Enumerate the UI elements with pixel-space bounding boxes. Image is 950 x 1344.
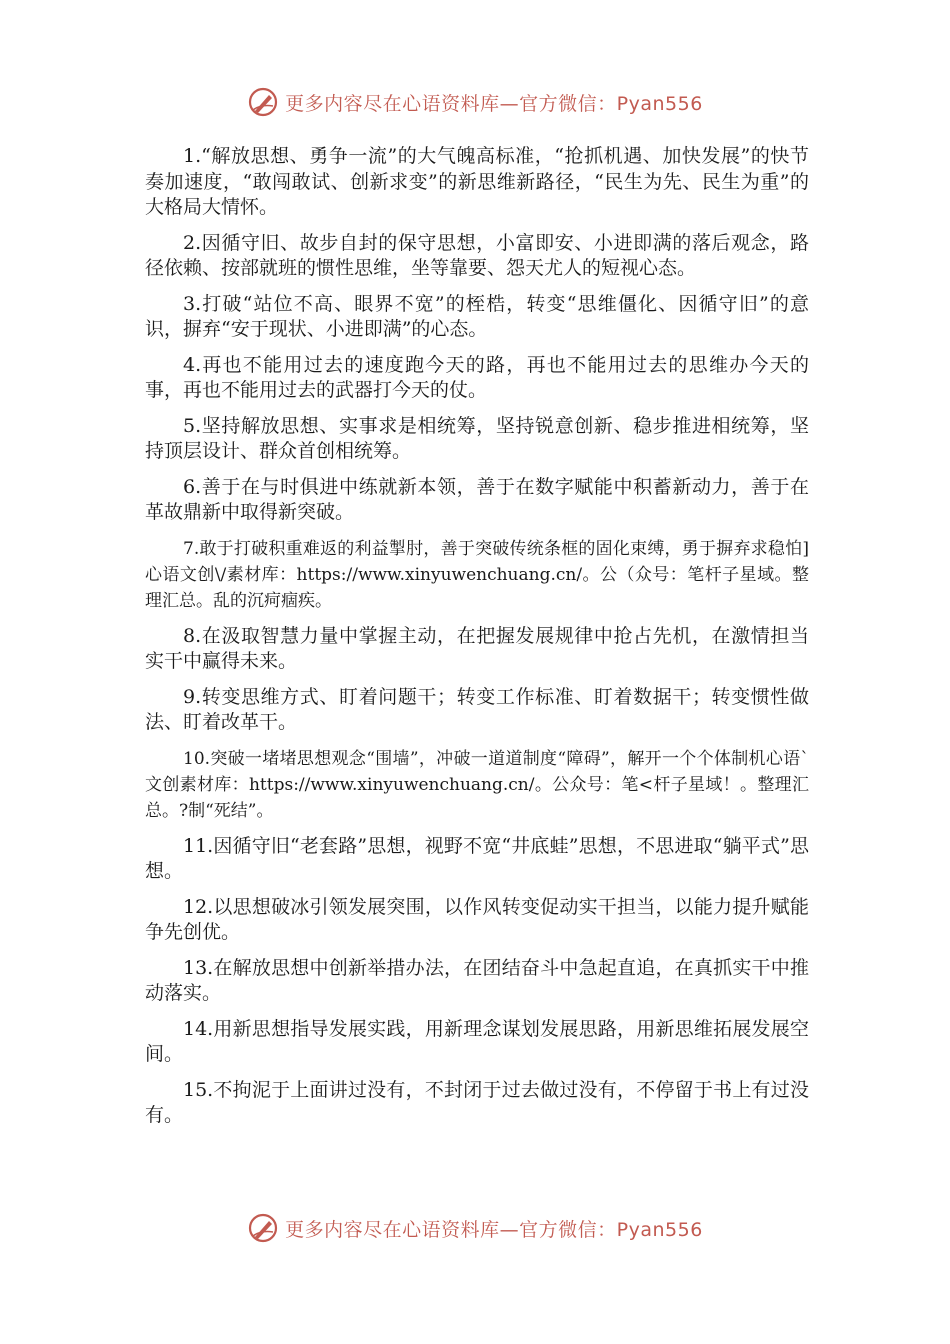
- paragraph-11: 11.因循守旧“老套路”思想，视野不宽“井底蛙”思想，不思进取“躺平式”思想。: [145, 834, 809, 882]
- paragraph-3: 3.打破“站位不高、眼界不宽”的桎梏，转变“思维僵化、因循守旧”的意识，摒弃“安于现状、小进即满”的心态。: [145, 292, 809, 340]
- paragraph-1: 1.“解放思想、勇争一流”的大气魄高标准，“抢抓机遇、加快发展”的快节奏加速度，“敢闯敢试、创新求变”的新思维新路径，“民生为先、民生为重”的大格局大情怀。: [145, 145, 809, 218]
- paragraph-13: 13.在解放思想中创新举措办法，在团结奋斗中急起直追，在真抓实干中推动落实。: [145, 956, 809, 1004]
- paragraph-2: 2.因循守旧、故步自封的保守思想，小富即安、小进即满的落后观念，路径依赖、按部就班的惯性思维，坐等靠要、怨天尤人的短视心态。: [145, 231, 809, 279]
- pen-logo-icon: [247, 86, 279, 118]
- pen-logo-icon: [247, 1212, 279, 1244]
- paragraph-8: 8.在汲取智慧力量中掌握主动，在把握发展规律中抢占先机，在激情担当实干中赢得未来。: [145, 624, 809, 672]
- paragraph-5: 5.坚持解放思想、实事求是相统筹，坚持锐意创新、稳步推进相统筹，坚持顶层设计、群众首创相统筹。: [145, 414, 809, 462]
- paragraph-4: 4.再也不能用过去的速度跑今天的路，再也不能用过去的思维办今天的事，再也不能用过去的武器打今天的仗。: [145, 353, 809, 401]
- paragraph-15: 15.不拘泥于上面讲过没有，不封闭于过去做过没有，不停留于书上有过没有。: [145, 1078, 809, 1126]
- paragraph-9: 9.转变思维方式、盯着问题干；转变工作标准、盯着数据干；转变惯性做法、盯着改革干。: [145, 685, 809, 733]
- paragraph-12: 12.以思想破冰引领发展突围，以作风转变促动实干担当，以能力提升赋能争先创优。: [145, 895, 809, 943]
- paragraph-7: 7.敢于打破积重难返的利益掣肘，善于突破传统条框的固化束缚，勇于摒弃求稳怕]心语文创\/素材库：https://www.xinyuwenchuang.cn/。公（众号：笔杆子星域。整理汇总。乱的沉疴痼疾。: [145, 538, 809, 611]
- document-body: [145, 144, 809, 1139]
- header-banner: [0, 82, 950, 122]
- banner-text: 更多内容尽在心语资料库—官方微信：Pyan556: [285, 1218, 703, 1241]
- banner-text: 更多内容尽在心语资料库—官方微信：Pyan556: [285, 92, 703, 115]
- paragraph-6: 6.善于在与时俱进中练就新本领，善于在数字赋能中积蓄新动力，善于在革故鼎新中取得新突破。: [145, 475, 809, 523]
- paragraph-14: 14.用新思想指导发展实践，用新理念谋划发展思路，用新思维拓展发展空间。: [145, 1017, 809, 1065]
- footer-banner: [0, 1208, 950, 1248]
- paragraph-10: 10.突破一堵堵思想观念“围墙”，冲破一道道制度“障碍”，解开一个个体制机心语`文创素材库：https://www.xinyuwenchuang.cn/。公众号：笔<杆子星域！。整理汇总。?制“死结”。: [145, 748, 809, 821]
